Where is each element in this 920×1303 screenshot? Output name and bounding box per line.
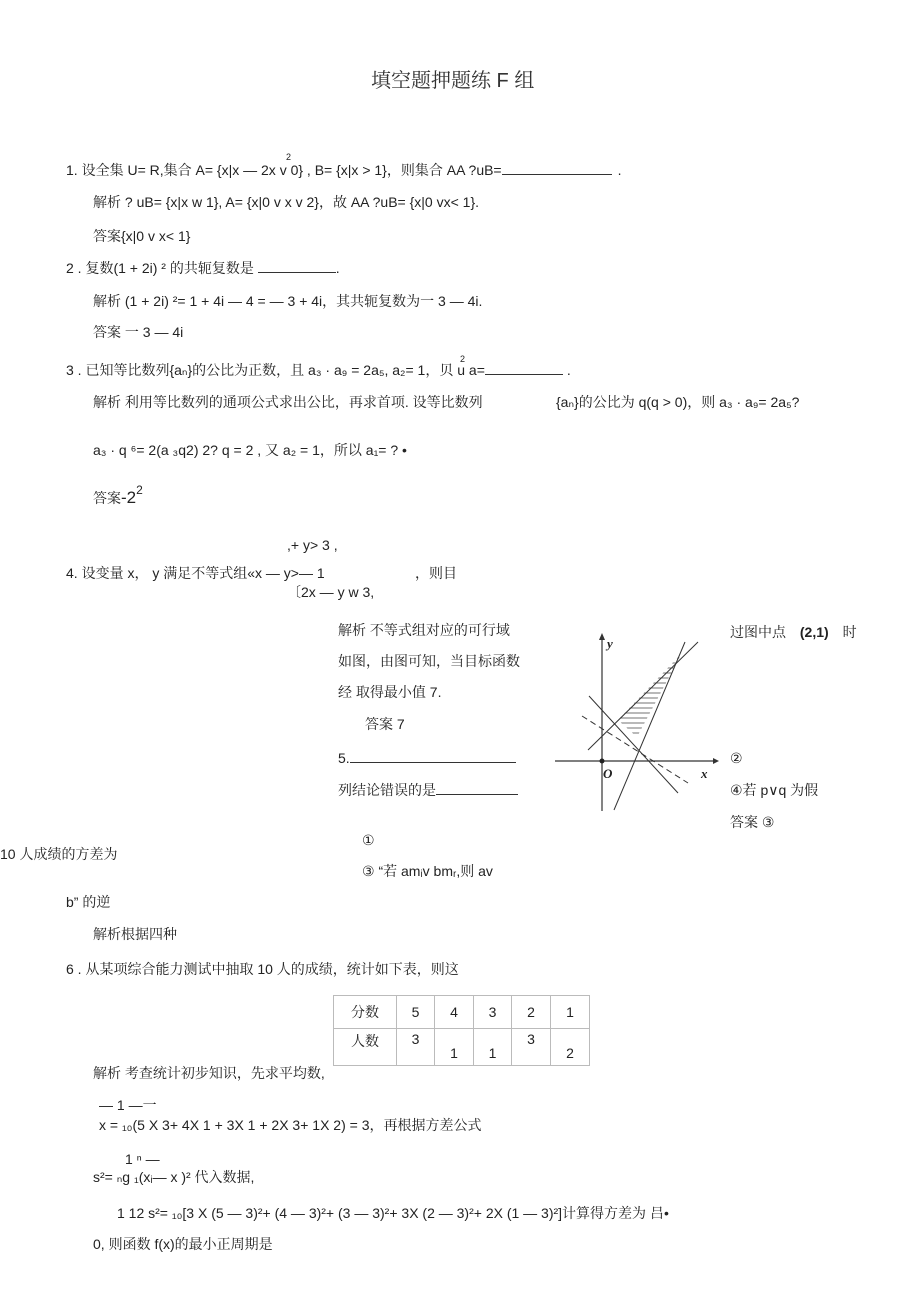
q2-answer: 答案 一 3 — 4i bbox=[93, 324, 184, 340]
x-axis-label: x bbox=[701, 766, 708, 781]
q3-answer bbox=[93, 483, 143, 507]
count-row bbox=[334, 1029, 590, 1066]
page-title: 填空题押题练 F 组 bbox=[371, 70, 535, 92]
q1-tail: . bbox=[617, 162, 622, 178]
q5-line2 bbox=[338, 782, 518, 798]
count-cell: 1 bbox=[474, 1029, 512, 1066]
q2-answer-blank[interactable] bbox=[258, 260, 336, 273]
origin-label: O bbox=[603, 766, 613, 781]
score-cell: 3 bbox=[474, 996, 512, 1029]
q1-superscript: 2 bbox=[286, 152, 292, 162]
q3-question-text: 3 . 已知等比数列{aₙ}的公比为正数，且 a₃ · a₉ = 2a₅, a₂= 1，贝 u a= bbox=[66, 362, 485, 378]
q2-tail: . bbox=[335, 260, 340, 276]
q2-analysis: 解析 (1 + 2i) ²= 1 + 4i — 4 = — 3 + 4i，其共轭复数为一 3 — 4i. bbox=[93, 293, 483, 309]
q3-analysis-b: {aₙ}的公比为 q(q > 0)，则 a₃ · a₉= 2a₅? bbox=[556, 394, 800, 410]
q4-brace-top: ,+ y> 3 , bbox=[287, 537, 338, 553]
score-table bbox=[333, 995, 590, 1066]
line-2x-minus-y bbox=[614, 642, 685, 810]
score-cell: 4 bbox=[435, 996, 474, 1029]
q6-variance-top: 1 ⁿ — bbox=[125, 1151, 160, 1167]
q6-mean-bar: — 1 —一 bbox=[99, 1097, 157, 1113]
q4-question: 4. 设变量 x， y 满足不等式组«x — y>— 1 bbox=[66, 565, 325, 581]
q3-answer-blank[interactable] bbox=[485, 362, 563, 375]
count-cell: 2 bbox=[551, 1029, 590, 1066]
q2-question bbox=[66, 260, 340, 276]
q6-calculation: 1 12 s²= ₁₀[3 X (5 — 3)²+ (4 — 3)²+ (3 — 3)²+ 3X (2 — 3)²+ 2X (1 — 3)²]计算得方差为 吕• bbox=[117, 1205, 669, 1221]
q4-question-tail: ，则目 bbox=[415, 565, 457, 581]
q5-blank[interactable] bbox=[350, 750, 516, 763]
feasible-region-graph bbox=[555, 628, 725, 813]
q1-analysis: 解析 ? uB= {x|x w 1}, A= {x|0 v x v 2}，故 AA ?uB= {x|0 vx< 1}. bbox=[93, 194, 480, 210]
q6-variance-fragment: 10 人成绩的方差为 bbox=[0, 846, 118, 862]
q5-option-3: ③ “若 amᵢv bmᵣ,则 av bbox=[362, 863, 493, 879]
q3-derivation: a₃ · q ⁶= 2(a ₃q2) 2? q = 2 , 又 a₂ = 1，所以 a₁= ? • bbox=[93, 442, 407, 458]
y-axis-label: y bbox=[607, 636, 613, 651]
q4-side-text1: 过图中点 bbox=[730, 624, 786, 640]
q5-option-1: ① bbox=[362, 832, 375, 848]
q4-side-note bbox=[730, 624, 857, 640]
count-cell: 3 bbox=[512, 1029, 551, 1066]
q1-question bbox=[66, 162, 622, 178]
shaded-region bbox=[595, 653, 695, 737]
q1-question-text: 1. 设全集 U= R,集合 A= {x|x — 2x v 0} , B= {x|x > 1}，则集合 AA ?uB= bbox=[66, 162, 502, 178]
score-header: 分数 bbox=[334, 996, 397, 1029]
q1-answer-blank[interactable] bbox=[502, 162, 612, 175]
q5-option-2: ② bbox=[730, 750, 743, 766]
q4-side-text2: 时 bbox=[842, 624, 857, 640]
q6-variance-formula: s²= ₙg ₁(xᵢ— x )² 代入数据, bbox=[93, 1169, 255, 1185]
q4-analysis-line1: 解析 不等式组对应的可行域 bbox=[338, 622, 510, 638]
score-cell: 2 bbox=[512, 996, 551, 1029]
q6-mean-formula: x = ₁₀(5 X 3+ 4X 1 + 3X 1 + 2X 3+ 1X 2) = 3，再根据方差公式 bbox=[99, 1117, 482, 1133]
q3-question bbox=[66, 362, 571, 378]
score-cell: 5 bbox=[397, 996, 435, 1029]
q5-line2-text: 列结论错误的是 bbox=[338, 782, 436, 798]
q3-answer-label: 答案 bbox=[93, 490, 121, 506]
q4-analysis-line3: 经 取得最小值 7. bbox=[338, 684, 442, 700]
x-axis-arrow-icon bbox=[713, 758, 719, 764]
q5-number bbox=[338, 750, 516, 766]
q4-analysis-line2: 如图，由图可知，当目标函数 bbox=[338, 653, 520, 669]
q5-option-4: ④若 p∨q 为假 bbox=[730, 782, 819, 798]
score-cell: 1 bbox=[551, 996, 590, 1029]
q3-tail: . bbox=[566, 362, 571, 378]
q3-answer-value: -2 bbox=[121, 488, 137, 507]
q4-brace-bottom: 〔2x — y w 3, bbox=[287, 584, 375, 600]
q4-side-point: (2,1) bbox=[799, 624, 829, 640]
q2-question-text: 2 . 复数(1 + 2i) ² 的共轭复数是 bbox=[66, 260, 254, 276]
q5-option-3-cont: b” 的逆 bbox=[66, 894, 111, 910]
q5-analysis: 解析根据四种 bbox=[93, 926, 177, 942]
q7-question-fragment: 0, 则函数 f(x)的最小正周期是 bbox=[93, 1236, 273, 1252]
y-axis-arrow-icon bbox=[599, 633, 605, 640]
count-cell: 3 bbox=[397, 1029, 435, 1066]
q6-question: 6 . 从某项综合能力测试中抽取 10 人的成绩，统计如下表，则这 bbox=[66, 961, 459, 977]
count-header: 人数 bbox=[334, 1029, 397, 1066]
count-cell: 1 bbox=[435, 1029, 474, 1066]
q3-superscript: 2 bbox=[460, 354, 466, 364]
q1-answer: 答案{x|0 v x< 1} bbox=[93, 228, 191, 244]
q3-analysis-a: 解析 利用等比数列的通项公式求出公比，再求首项. 设等比数列 bbox=[93, 394, 483, 410]
q5-number-text: 5. bbox=[338, 750, 350, 766]
score-row bbox=[334, 996, 590, 1029]
line-x-minus-y bbox=[588, 642, 698, 750]
q4-answer: 答案 7 bbox=[365, 716, 405, 732]
q6-analysis: 解析 考查统计初步知识，先求平均数, bbox=[93, 1065, 325, 1081]
q5-answer-blank[interactable] bbox=[436, 782, 518, 795]
q3-answer-exponent: 2 bbox=[136, 483, 143, 497]
q5-answer: 答案 ③ bbox=[730, 814, 775, 830]
origin-point bbox=[600, 759, 605, 764]
